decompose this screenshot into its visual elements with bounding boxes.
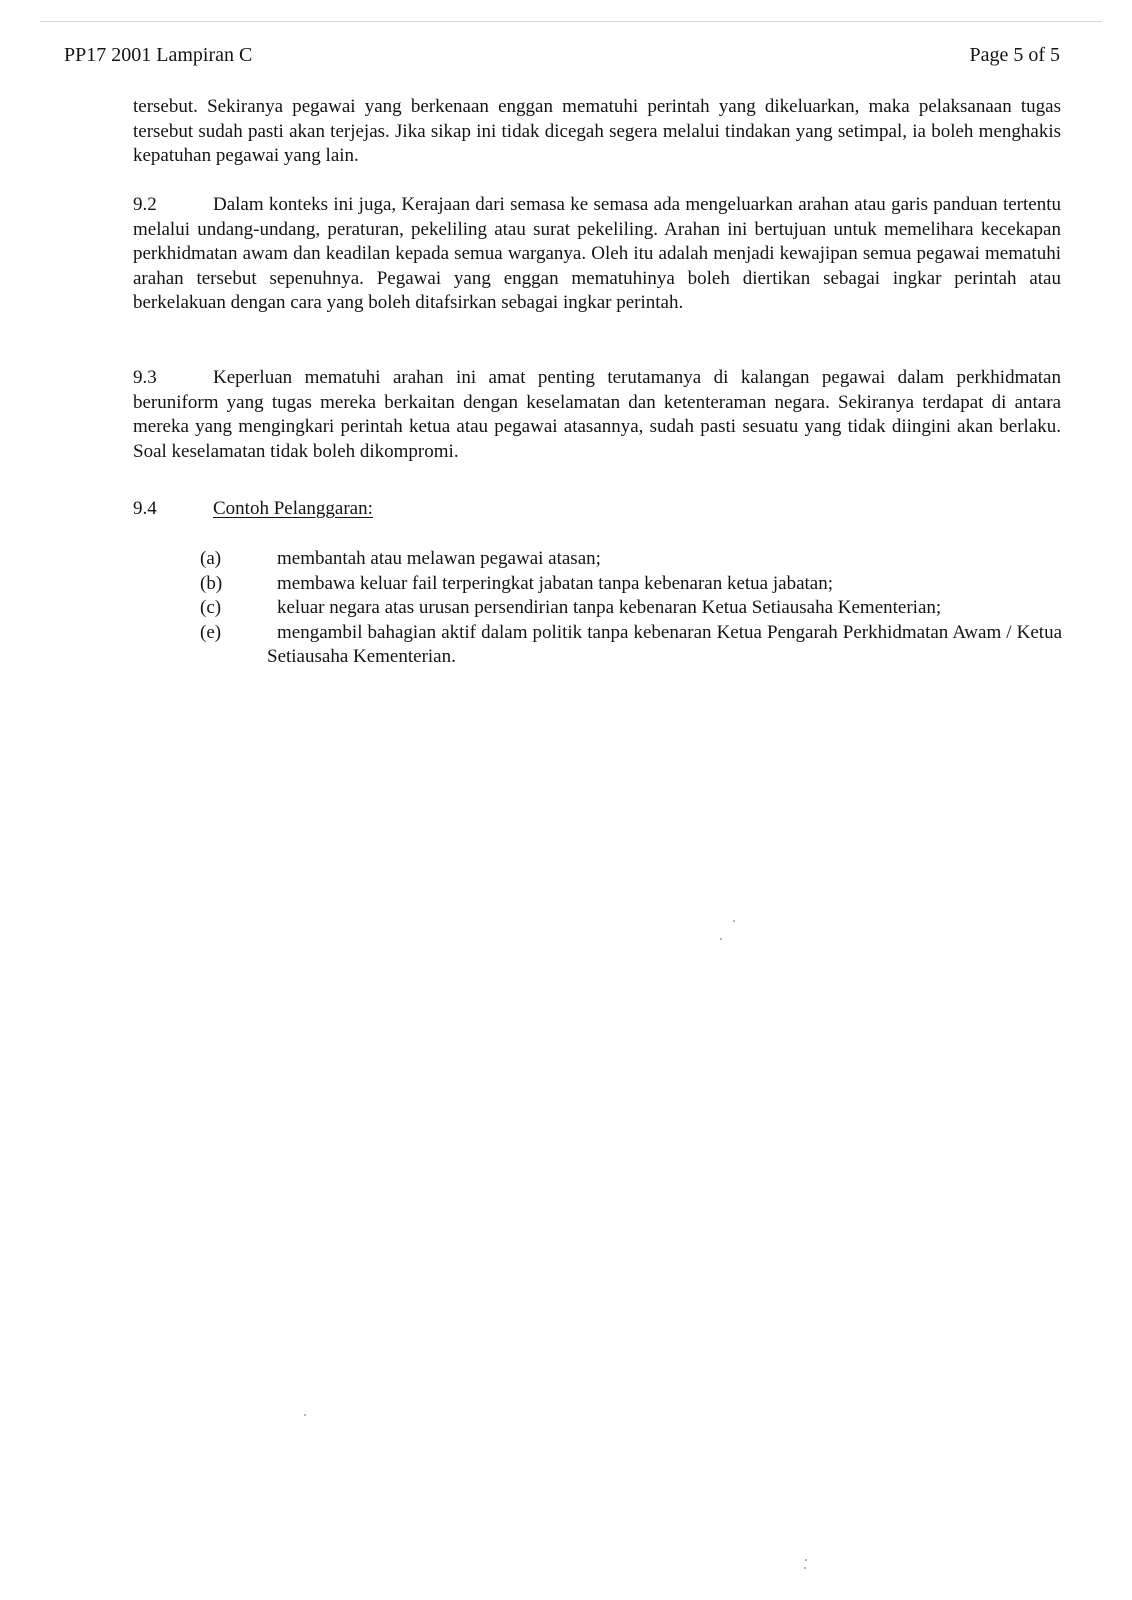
list-item-label: (b) [200,572,223,594]
list-item [200,621,1062,670]
scan-speck [733,920,735,922]
list-item-label: (c) [200,597,222,618]
list-item-text: membawa keluar fail terperingkat jabatan tanpa kebenaran ketua jabatan; [277,572,834,594]
document-reference: PP17 2001 Lampiran C [64,44,253,66]
list-item-text: membantah atau melawan pegawai atasan; [277,548,601,569]
page-number: Page 5 of 5 [969,44,1060,66]
paragraph-number: 9.2 [133,194,157,215]
list-item-text: keluar negara atas urusan persendirian tanpa kebenaran Ketua Setiausaha Kementerian; [277,597,942,618]
paragraph-9-3 [133,366,1061,464]
paragraph-continuation [133,95,1061,169]
scan-top-edge [40,21,1102,22]
violation-examples-list [200,547,1062,670]
scan-speck [720,938,722,940]
list-item [200,596,1062,621]
scan-speck [804,1567,806,1569]
paragraph-text: Dalam konteks ini juga, Kerajaan dari semasa ke semasa ada mengeluarkan arahan atau garis panduan tertentu melalui undang-undang, peraturan, pekeliling atau surat pekeliling. Arahan ini bertujuan untuk memelihara kecekapan perkhidmatan awam dan keadilan kepada semua warganya. Oleh itu adalah menjadi kewajipan semua pegawai mematuhi arahan tersebut sepenuhnya. Pegawai yang enggan mematuhinya boleh diertikan sebagai ingkar perintah atau berkelakuan dengan cara yang boleh ditafsirkan sebagai ingkar perintah. [133,194,1061,313]
list-item [200,547,1062,572]
section-title: Contoh Pelanggaran: [213,498,373,519]
paragraph-9-2 [133,193,1061,316]
section-number: 9.4 [133,498,157,519]
list-item [200,572,1062,597]
scan-speck [304,1414,306,1416]
list-item-text: mengambil bahagian aktif dalam politik tanpa kebenaran Ketua Pengarah Perkhidmatan Awam / Ketua Setiausaha Kementerian. [267,621,1062,667]
paragraph-continuation-text: tersebut. Sekiranya pegawai yang berkenaan enggan mematuhi perintah yang dikeluarkan, maka pelaksanaan tugas tersebut sudah pasti akan terjejas. Jika sikap ini tidak dicegah segera melalui tindakan yang setimpal, ia boleh menghakis kepatuhan pegawai yang lain. [133,96,1061,166]
scan-speck [805,1559,807,1561]
list-item-label: (a) [200,548,222,569]
section-heading-9-4 [133,497,373,522]
paragraph-number: 9.3 [133,367,157,388]
list-item-label: (e) [200,621,222,643]
paragraph-text: Keperluan mematuhi arahan ini amat penting terutamanya di kalangan pegawai dalam perkhidmatan beruniform yang tugas mereka berkaitan dengan keselamatan dan ketenteraman negara. Sekiranya terdapat di antara mereka yang mengingkari perintah ketua atau pegawai atasannya, sudah pasti sesuatu yang tidak diingini akan berlaku. Soal keselamatan tidak boleh dikompromi. [133,367,1061,462]
